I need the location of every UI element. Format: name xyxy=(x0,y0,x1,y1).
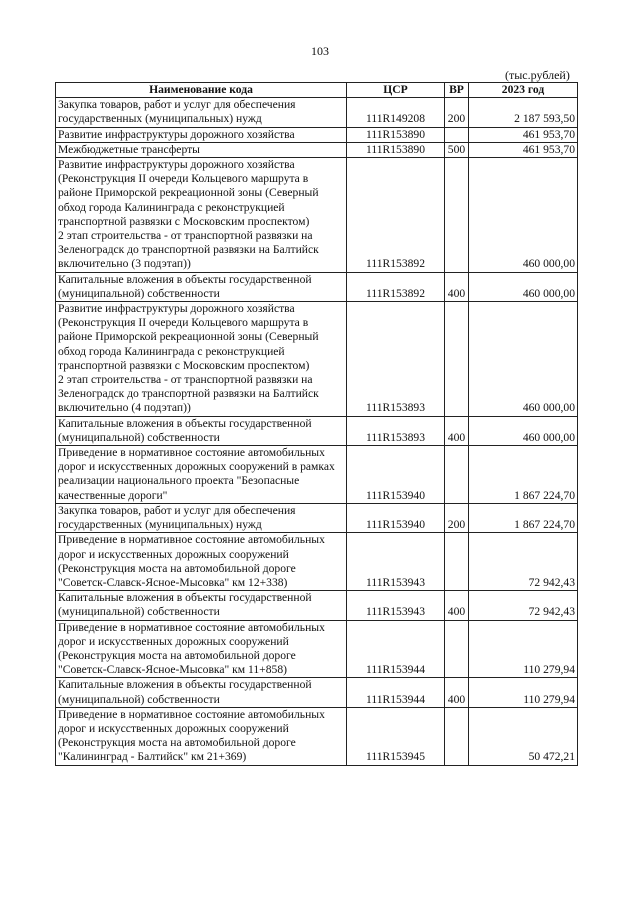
row-csr: 111R153943 xyxy=(347,591,445,620)
row-sum: 461 953,70 xyxy=(469,127,578,142)
row-vr: 500 xyxy=(445,142,469,157)
header-sum: 2023 год xyxy=(469,83,578,98)
row-csr: 111R153944 xyxy=(347,678,445,707)
row-name: Приведение в нормативное состояние автомобильных дорог и искусственных дорожных сооружений в рамках реализации национального проекта "Безопасные качественные дороги" xyxy=(56,446,347,504)
row-vr: 400 xyxy=(445,272,469,301)
row-vr xyxy=(445,620,469,678)
units-label: (тыс.рублей) xyxy=(505,68,570,82)
row-vr: 200 xyxy=(445,98,469,127)
row-csr: 111R153890 xyxy=(347,142,445,157)
row-csr: 111R149208 xyxy=(347,98,445,127)
row-vr xyxy=(445,446,469,504)
table-row xyxy=(56,142,578,157)
row-name: Развитие инфраструктуры дорожного хозяйства (Реконструкция II очереди Кольцевого маршрута в районе Приморской рекреационной зоны (Северный обход города Калининграда с реконструкцией транспортной развязки с Московским проспектом) 2 этап строительства - от транспортной развязки на Зеленоградск до транспортной развязки на Балтийск включительно (3 подэтап)) xyxy=(56,158,347,273)
table-row xyxy=(56,591,578,620)
table-row xyxy=(56,127,578,142)
row-sum: 460 000,00 xyxy=(469,416,578,445)
row-name: Развитие инфраструктуры дорожного хозяйства xyxy=(56,127,347,142)
row-name: Закупка товаров, работ и услуг для обеспечения государственных (муниципальных) нужд xyxy=(56,98,347,127)
row-vr xyxy=(445,302,469,417)
table-row xyxy=(56,620,578,678)
row-sum: 50 472,21 xyxy=(469,707,578,765)
row-csr: 111R153945 xyxy=(347,707,445,765)
table-row xyxy=(56,416,578,445)
row-vr xyxy=(445,707,469,765)
header-name: Наименование кода xyxy=(56,83,347,98)
table-row xyxy=(56,503,578,532)
page-number: 103 xyxy=(311,44,329,58)
row-vr: 400 xyxy=(445,591,469,620)
row-sum: 110 279,94 xyxy=(469,620,578,678)
row-name: Капитальные вложения в объекты государственной (муниципальной) собственности xyxy=(56,416,347,445)
row-vr: 400 xyxy=(445,416,469,445)
row-sum: 460 000,00 xyxy=(469,158,578,273)
table-row xyxy=(56,678,578,707)
row-name: Приведение в нормативное состояние автомобильных дорог и искусственных дорожных сооружений (Реконструкция моста на автомобильной дороге "Калининград - Балтийск" км 21+369) xyxy=(56,707,347,765)
row-name: Капитальные вложения в объекты государственной (муниципальной) собственности xyxy=(56,272,347,301)
table-row xyxy=(56,158,578,273)
row-csr: 111R153940 xyxy=(347,503,445,532)
row-sum: 72 942,43 xyxy=(469,591,578,620)
row-name: Межбюджетные трансферты xyxy=(56,142,347,157)
row-sum: 460 000,00 xyxy=(469,302,578,417)
row-csr: 111R153892 xyxy=(347,158,445,273)
row-sum: 110 279,94 xyxy=(469,678,578,707)
header-csr: ЦСР xyxy=(347,83,445,98)
row-sum: 2 187 593,50 xyxy=(469,98,578,127)
table-row xyxy=(56,533,578,591)
table-row xyxy=(56,446,578,504)
row-vr: 200 xyxy=(445,503,469,532)
row-sum: 72 942,43 xyxy=(469,533,578,591)
row-sum: 1 867 224,70 xyxy=(469,503,578,532)
header-vr: ВР xyxy=(445,83,469,98)
row-csr: 111R153893 xyxy=(347,302,445,417)
row-name: Закупка товаров, работ и услуг для обеспечения государственных (муниципальных) нужд xyxy=(56,503,347,532)
row-sum: 460 000,00 xyxy=(469,272,578,301)
table-body xyxy=(56,98,578,765)
row-csr: 111R153944 xyxy=(347,620,445,678)
table-row xyxy=(56,272,578,301)
row-vr xyxy=(445,158,469,273)
row-csr: 111R153940 xyxy=(347,446,445,504)
row-name: Капитальные вложения в объекты государственной (муниципальной) собственности xyxy=(56,591,347,620)
row-name: Приведение в нормативное состояние автомобильных дорог и искусственных дорожных сооружений (Реконструкция моста на автомобильной дороге "Советск-Славск-Ясное-Мысовка" км 12+338) xyxy=(56,533,347,591)
row-vr: 400 xyxy=(445,678,469,707)
table-row xyxy=(56,707,578,765)
row-csr: 111R153893 xyxy=(347,416,445,445)
row-vr xyxy=(445,533,469,591)
row-vr xyxy=(445,127,469,142)
row-csr: 111R153892 xyxy=(347,272,445,301)
row-name: Капитальные вложения в объекты государственной (муниципальной) собственности xyxy=(56,678,347,707)
row-name: Развитие инфраструктуры дорожного хозяйства (Реконструкция II очереди Кольцевого маршрута в районе Приморской рекреационной зоны (Северный обход города Калининграда с реконструкцией транспортной развязки с Московским проспектом) 2 этап строительства - от транспортной развязки на Зеленоградск до транспортной развязки на Балтийск включительно (4 подэтап)) xyxy=(56,302,347,417)
row-csr: 111R153890 xyxy=(347,127,445,142)
table-row xyxy=(56,302,578,417)
table-row xyxy=(56,98,578,127)
table-header-row xyxy=(56,83,578,98)
row-csr: 111R153943 xyxy=(347,533,445,591)
row-sum: 461 953,70 xyxy=(469,142,578,157)
budget-table xyxy=(55,82,578,766)
row-sum: 1 867 224,70 xyxy=(469,446,578,504)
row-name: Приведение в нормативное состояние автомобильных дорог и искусственных дорожных сооружений (Реконструкция моста на автомобильной дороге "Советск-Славск-Ясное-Мысовка" км 11+858) xyxy=(56,620,347,678)
